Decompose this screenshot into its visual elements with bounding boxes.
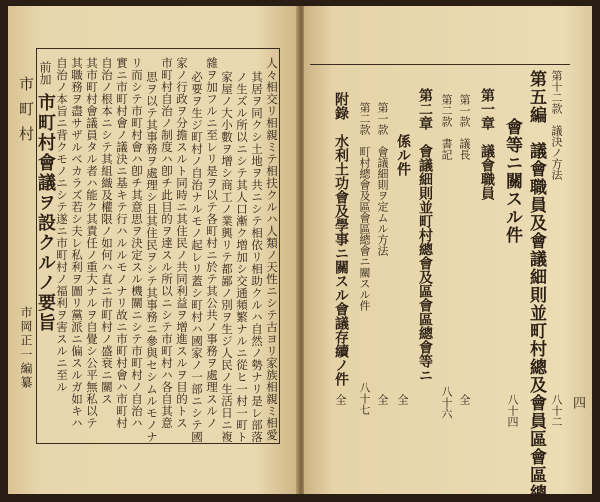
toc-entry: 第五編 議會職員及會議細則並町村總及會員區會區總 bbox=[526, 70, 546, 502]
left-page bbox=[8, 6, 298, 494]
section-heading: 市町村會議ヲ設クルノ要旨 bbox=[35, 93, 56, 333]
toc-entry: 會等ニ關スル件 bbox=[502, 118, 522, 244]
header-rule bbox=[310, 64, 570, 65]
body-column: 雜ヲ加フルニ至レリ是ヲ以テ各町村ニ於テ其公共ノ事務ヲ處理スルノ bbox=[205, 57, 219, 429]
body-column: リ而シテ市町村會ハ卽チ其意思ヲ決定スル機關ニシテ市町村ノ自治ハ bbox=[130, 57, 144, 429]
body-column: 其職務ヲ盡サザルベカラズ若シ夫レ私利ヲ圖リ黨派ニ偏スルガ如キハ bbox=[70, 57, 84, 429]
toc-page-number: 八十四 bbox=[506, 394, 519, 427]
left-page-text-frame bbox=[36, 48, 280, 444]
toc-page-number: 八十七 bbox=[358, 382, 371, 415]
body-column: 人々相交リ相親ミテ相扶クルハ人類ノ天性ニシテ古ヨリ家族相親ミ相愛 bbox=[265, 57, 279, 441]
right-page bbox=[304, 6, 592, 502]
body-column: 其居ヲ同クシ土地ヲ共ニシテ相依リ相助クルハ自然ノ勢ナリ是レ部落 bbox=[250, 71, 264, 443]
toc-entry: 係ル件 bbox=[395, 134, 411, 176]
body-column: 自治ノ本旨ニ背クモノニシテ遂ニ市町村ノ福利ヲ害スルニ至ル bbox=[55, 57, 69, 393]
body-column: 家屋ノ大小數ヲ增シ商工ノ業興リテ都鄙ノ別ヲ生ジ人民ノ生活日ニ複 bbox=[220, 71, 234, 443]
toc-page-number: 全 bbox=[396, 394, 409, 405]
body-column: 其市町村會議員タル者ハ能ク其責任ノ重大ナルヲ自覺シ公平無私以テ bbox=[85, 57, 99, 429]
toc-entry: 第二款 書記 bbox=[440, 94, 453, 160]
toc-entry: 第二款 町村總會及區會區總會ニ關スル件 bbox=[358, 102, 371, 311]
toc-entry: 第一款 會議細則ヲ定ムル方法 bbox=[376, 102, 389, 256]
toc-page-number: 全 bbox=[376, 394, 389, 405]
toc-page-number: 全 bbox=[458, 394, 471, 405]
toc-entry: 第一章 議會職員 bbox=[479, 88, 495, 200]
compiler-credit: 市岡正一編纂 bbox=[19, 306, 33, 390]
running-title: 市町村 bbox=[17, 76, 35, 151]
toc-entry: 附錄 水利土功會及學事ニ關スル會議存續ノ件 bbox=[333, 92, 349, 386]
toc-entry: 第十二款 議決ノ方法 bbox=[550, 70, 563, 180]
toc-entry: 第二章 會議細則並町村總會及區會區總會等ニ bbox=[417, 88, 433, 382]
body-column: 自治ノ根本ニシテ其組織及權限ノ如何ハ直ニ市町村ノ盛衰ニ關ス bbox=[100, 57, 114, 405]
toc-entry: 第一款 議長 bbox=[458, 94, 471, 160]
body-column: 實ニ市町村會ノ議決ニ基キテ行ハルルモノナリ故ニ市町村會ハ市町村 bbox=[115, 57, 129, 429]
body-column: ノ生ズル所以ニシテ其人口漸ク増加シ交通頻繁ナルニ從ヒ一村一町ト bbox=[235, 71, 249, 443]
body-column: 家ノ行政ヲ分擔スルト同時ニ其住民ノ共同利益ヲ增進スルヲ目的トス bbox=[175, 57, 189, 429]
body-column: 思ヲ以テ其事務ヲ處理シ且其住民ヲシテ其事務ニ參與セシムルモノナ bbox=[145, 71, 159, 443]
open-book bbox=[8, 6, 592, 502]
toc-page-number: 八十二 bbox=[550, 394, 563, 427]
toc-page-number: 全 bbox=[334, 394, 347, 405]
section-prefix: 前加 bbox=[38, 61, 52, 85]
page-folio: 四 bbox=[570, 396, 585, 409]
body-column: 必要ヲ生ジ町村ノ自治ナルモノ起レリ蓋シ町村ハ國家ノ一部ニシテ國 bbox=[190, 71, 204, 443]
body-column: 市町村自治ノ制度ハ卽チ此目的ヲ達スル所以ニシテ市町村ハ各自其意 bbox=[160, 57, 174, 429]
toc-page-number: 八十六 bbox=[440, 386, 453, 419]
